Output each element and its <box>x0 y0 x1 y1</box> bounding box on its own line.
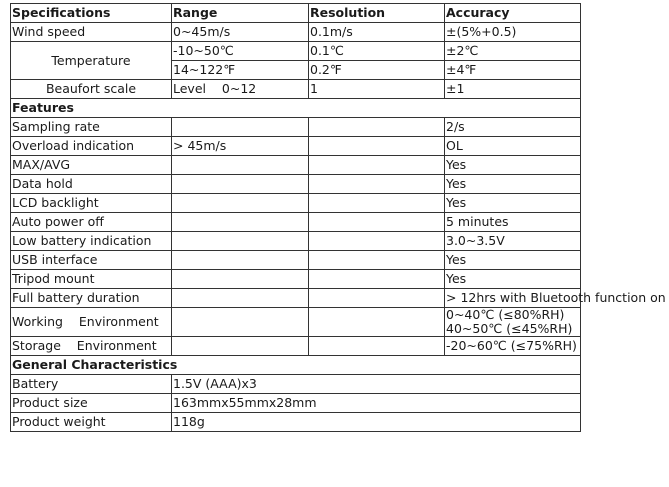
spec-resolution: 1 <box>309 80 445 99</box>
table-row <box>11 394 581 413</box>
feature-resolution <box>309 251 445 270</box>
table-header-row <box>11 4 581 23</box>
feature-resolution <box>309 232 445 251</box>
feature-resolution <box>309 137 445 156</box>
table-row <box>11 337 581 356</box>
spec-range: Level 0~12 <box>172 80 309 99</box>
table-row <box>11 308 581 337</box>
feature-name: Working Environment <box>11 308 172 337</box>
section-features-title: Features <box>11 99 581 118</box>
specifications-table <box>10 3 666 432</box>
header-accuracy: Accuracy <box>445 4 581 23</box>
feature-value-line: 0~40℃ (≤80%RH) <box>446 307 565 322</box>
feature-value <box>445 308 581 337</box>
table-row <box>11 251 581 270</box>
general-value: 163mmx55mmx28mm <box>172 394 581 413</box>
feature-resolution <box>309 289 445 308</box>
feature-range <box>172 156 309 175</box>
section-general-title: General Characteristics <box>11 356 581 375</box>
feature-range <box>172 337 309 356</box>
feature-value: Yes <box>445 270 581 289</box>
feature-name: LCD backlight <box>11 194 172 213</box>
section-header-row <box>11 99 581 118</box>
table-row <box>11 413 581 432</box>
feature-value: OL <box>445 137 581 156</box>
spec-accuracy: ±2℃ <box>445 42 581 61</box>
feature-value: 3.0~3.5V <box>445 232 581 251</box>
spec-range: -10~50℃ <box>172 42 309 61</box>
feature-range <box>172 232 309 251</box>
feature-name: Auto power off <box>11 213 172 232</box>
section-header-row <box>11 356 581 375</box>
feature-range <box>172 308 309 337</box>
feature-name: Data hold <box>11 175 172 194</box>
table-row <box>11 42 581 61</box>
feature-resolution <box>309 270 445 289</box>
header-range: Range <box>172 4 309 23</box>
header-resolution: Resolution <box>309 4 445 23</box>
feature-range <box>172 118 309 137</box>
spec-resolution: 0.1℃ <box>309 42 445 61</box>
feature-resolution <box>309 337 445 356</box>
feature-name: Low battery indication <box>11 232 172 251</box>
table-row <box>11 375 581 394</box>
table-row <box>11 194 581 213</box>
table-row <box>11 289 581 308</box>
spec-name: Temperature <box>11 42 172 80</box>
feature-range <box>172 175 309 194</box>
spec-resolution: 0.2℉ <box>309 61 445 80</box>
feature-name: MAX/AVG <box>11 156 172 175</box>
general-name: Product weight <box>11 413 172 432</box>
table-row <box>11 156 581 175</box>
spec-name: Beaufort scale <box>11 80 172 99</box>
table-row <box>11 118 581 137</box>
feature-name: Storage Environment <box>11 337 172 356</box>
feature-name: Sampling rate <box>11 118 172 137</box>
feature-range <box>172 289 309 308</box>
spec-accuracy: ±(5%+0.5) <box>445 23 581 42</box>
table-row <box>11 137 581 156</box>
feature-name: Tripod mount <box>11 270 172 289</box>
spec-range: 14~122℉ <box>172 61 309 80</box>
feature-resolution <box>309 194 445 213</box>
spec-accuracy: ±4℉ <box>445 61 581 80</box>
table-row <box>11 175 581 194</box>
general-value: 118g <box>172 413 581 432</box>
spec-resolution: 0.1m/s <box>309 23 445 42</box>
spec-range: 0~45m/s <box>172 23 309 42</box>
feature-resolution <box>309 118 445 137</box>
feature-name: Overload indication <box>11 137 172 156</box>
spec-name: Wind speed <box>11 23 172 42</box>
table-row <box>11 232 581 251</box>
feature-value: Yes <box>445 156 581 175</box>
feature-range <box>172 213 309 232</box>
feature-resolution <box>309 213 445 232</box>
spec-accuracy: ±1 <box>445 80 581 99</box>
feature-value: 2/s <box>445 118 581 137</box>
general-name: Product size <box>11 394 172 413</box>
general-name: Battery <box>11 375 172 394</box>
feature-resolution <box>309 175 445 194</box>
feature-value-line: 40~50℃ (≤45%RH) <box>446 321 573 336</box>
general-value: 1.5V (AAA)x3 <box>172 375 581 394</box>
feature-range: > 45m/s <box>172 137 309 156</box>
feature-value: Yes <box>445 175 581 194</box>
feature-name: USB interface <box>11 251 172 270</box>
table-row <box>11 23 581 42</box>
feature-range <box>172 251 309 270</box>
feature-resolution <box>309 156 445 175</box>
feature-resolution <box>309 308 445 337</box>
table-row <box>11 270 581 289</box>
feature-value: 5 minutes <box>445 213 581 232</box>
feature-value: -20~60℃ (≤75%RH) <box>445 337 581 356</box>
feature-range <box>172 194 309 213</box>
table-row <box>11 80 581 99</box>
feature-value: > 12hrs with Bluetooth function on <box>445 289 581 308</box>
header-specifications: Specifications <box>11 4 172 23</box>
feature-range <box>172 270 309 289</box>
feature-value: Yes <box>445 194 581 213</box>
feature-name: Full battery duration <box>11 289 172 308</box>
table-row <box>11 213 581 232</box>
feature-value: Yes <box>445 251 581 270</box>
